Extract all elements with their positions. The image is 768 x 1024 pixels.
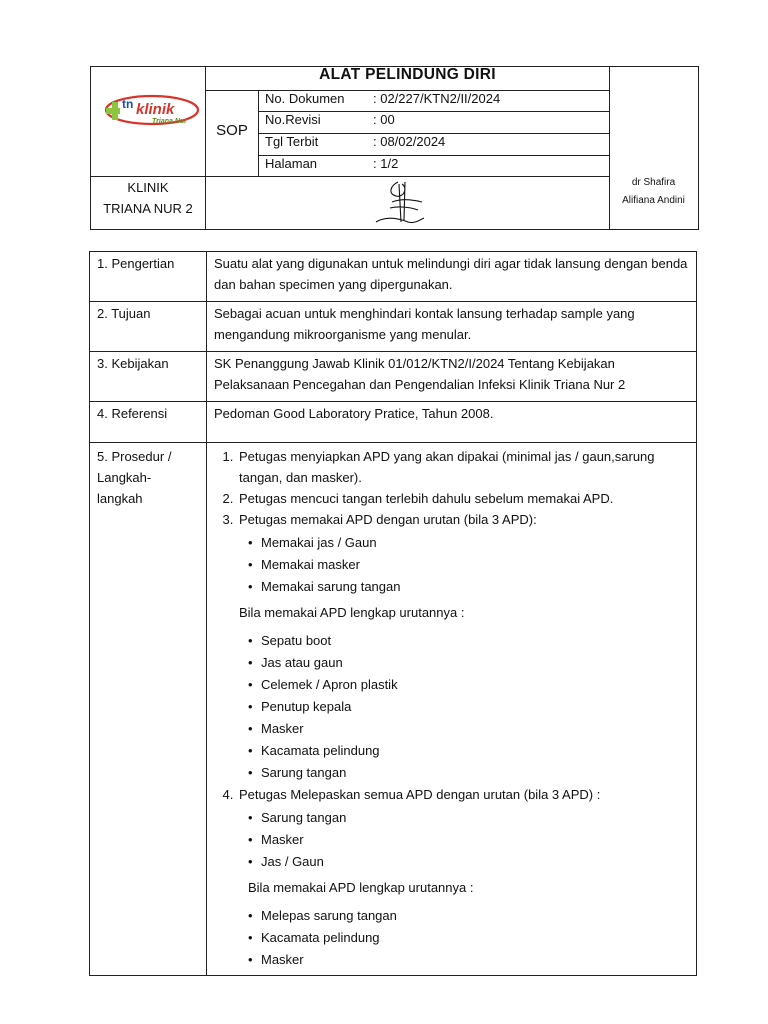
table-row (90, 352, 697, 402)
list-item: • Memakai sarung tangan (261, 576, 689, 598)
logo-subtext: Triana Nur (152, 118, 187, 125)
list-item: • Sarung tangan (261, 762, 689, 784)
bullet-list (239, 905, 689, 971)
sop-label: SOP (216, 122, 248, 139)
step-text: Petugas mencuci tangan terlebih dahulu sebelum memakai APD. (239, 491, 614, 506)
prosedur-steps (214, 446, 689, 971)
signer-line1: dr Shafira (631, 177, 676, 188)
field-label-revisi: No.Revisi (265, 112, 321, 127)
field-value-revisi: : 00 (373, 112, 395, 127)
section-label-pengertian: 1. Pengertian (90, 252, 207, 302)
list-item: • Masker (261, 718, 689, 740)
clinic-name-line1: KLINIK (127, 180, 169, 195)
section-text-referensi: Pedoman Good Laboratory Pratice, Tahun 2008. (207, 402, 697, 443)
field-value-halaman: : 1/2 (373, 156, 399, 171)
field-label-halaman: Halaman (265, 156, 318, 171)
document-title: ALAT PELINDUNG DIRI (319, 66, 496, 83)
sop-content-table (89, 251, 697, 976)
field-label-dokumen: No. Dokumen (265, 91, 345, 106)
field-value-dokumen: : 02/227/KTN2/II/2024 (373, 91, 501, 106)
table-row (90, 402, 697, 443)
clinic-name (90, 177, 206, 219)
list-item: • Celemek / Apron plastik (261, 674, 689, 696)
bullet-list (239, 532, 689, 598)
field-label-terbit: Tgl Terbit (265, 134, 319, 149)
section-label-tujuan: 2. Tujuan (90, 302, 207, 352)
header-border-bottom (90, 229, 698, 230)
signer-line2: Alifiana Andini (622, 195, 685, 206)
header-border-right (698, 66, 699, 230)
list-item (237, 488, 689, 509)
list-item: • Memakai masker (261, 554, 689, 576)
logo-text: klinik (136, 101, 175, 118)
section-text-pengertian: Suatu alat yang digunakan untuk melindungi diri agar tidak lansung dengan benda dan bahan specimen yang dipergunakan. (207, 252, 697, 302)
field-value-terbit: : 08/02/2024 (373, 134, 446, 149)
list-item: • Penutup kepala (261, 696, 689, 718)
clinic-logo (100, 92, 200, 132)
signer-name (609, 174, 698, 210)
list-item: • Sepatu boot (261, 630, 689, 652)
signature (368, 176, 438, 228)
list-item: • Jas / Gaun (261, 851, 689, 873)
step-text: Petugas menyiapkan APD yang akan dipakai (minimal jas / gaun,sarung tangan, dan masker). (239, 449, 655, 485)
clinic-name-line2: TRIANA NUR 2 (103, 201, 193, 216)
list-item: • Kacamata pelindung (261, 740, 689, 762)
prosedur-label-line1: 5. Prosedur / (97, 449, 172, 464)
table-row (90, 252, 697, 302)
list-item (237, 446, 689, 488)
section-label-prosedur (90, 443, 207, 976)
list-item: • Masker (261, 949, 689, 971)
section-label-referensi: 4. Referensi (90, 402, 207, 443)
note-text: Bila memakai APD lengkap urutannya : (239, 605, 465, 620)
section-body-prosedur (207, 443, 697, 976)
bullet-list (239, 807, 689, 873)
prosedur-label-line3: langkah (97, 491, 143, 506)
step-text: Petugas Melepaskan semua APD dengan urutan (bila 3 APD) : (239, 787, 601, 802)
list-item (237, 509, 689, 784)
list-item: • Kacamata pelindung (261, 927, 689, 949)
step-text: Petugas memakai APD dengan urutan (bila 3 APD): (239, 512, 537, 527)
section-text-kebijakan: SK Penanggung Jawab Klinik 01/012/KTN2/I/2024 Tentang Kebijakan Pelaksanaan Pencegahan dan Pengendalian Infeksi Klinik Triana Nur 2 (207, 352, 697, 402)
list-item: • Melepas sarung tangan (261, 905, 689, 927)
bullet-list (239, 630, 689, 784)
list-item (237, 784, 689, 971)
prosedur-label-line2: Langkah- (97, 470, 152, 485)
list-item: • Jas atau gaun (261, 652, 689, 674)
table-row (90, 302, 697, 352)
section-label-kebijakan: 3. Kebijakan (90, 352, 207, 402)
note-text: Bila memakai APD lengkap urutannya : (248, 880, 474, 895)
list-item: • Sarung tangan (261, 807, 689, 829)
section-text-tujuan: Sebagai acuan untuk menghindari kontak lansung terhadap sample yang mengandung mikroorganisme yang menular. (207, 302, 697, 352)
table-row (90, 443, 697, 976)
logo-mark-text: tn (122, 97, 134, 111)
list-item: • Masker (261, 829, 689, 851)
list-item: • Memakai jas / Gaun (261, 532, 689, 554)
